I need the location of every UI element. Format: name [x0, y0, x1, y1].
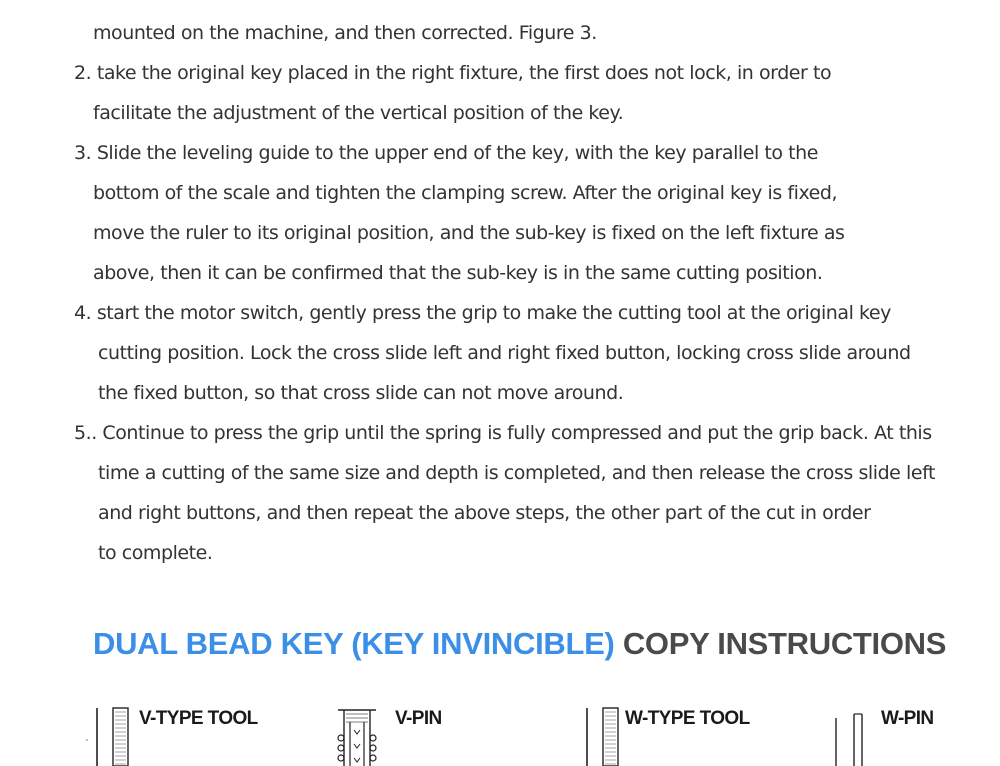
- instruction-line: bottom of the scale and tighten the clamping screw. After the original key is fixed,: [93, 182, 838, 204]
- w-pin-figure: [826, 700, 876, 766]
- instruction-line: the fixed button, so that cross slide can not move around.: [98, 382, 624, 404]
- section-title-highlight: DUAL BEAD KEY (KEY INVINCIBLE): [93, 626, 615, 661]
- v-pin-label: V-PIN: [395, 708, 442, 729]
- instruction-line: facilitate the adjustment of the vertical position of the key.: [93, 102, 624, 124]
- v-type-tool-label: V-TYPE TOOL: [139, 708, 258, 729]
- w-type-tool-drawing: [580, 700, 630, 766]
- instruction-line: and right buttons, and then repeat the above steps, the other part of the cut in order: [98, 502, 871, 524]
- w-type-tool-figure: [580, 700, 630, 766]
- instruction-line: move the ruler to its original position, and the sub-key is fixed on the left fixture as: [93, 222, 845, 244]
- v-pin-drawing: [332, 700, 382, 766]
- instruction-line: mounted on the machine, and then corrected. Figure 3.: [93, 22, 597, 44]
- section-title-rest: COPY INSTRUCTIONS: [622, 626, 947, 661]
- instruction-step-4: 4. start the motor switch, gently press the grip to make the cutting tool at the original key: [74, 302, 891, 324]
- w-type-tool-label: W-TYPE TOOL: [625, 708, 750, 729]
- section-title: [93, 624, 946, 664]
- v-type-tool-figure: [82, 700, 142, 766]
- instruction-line: cutting position. Lock the cross slide left and right fixed button, locking cross slide around: [98, 342, 911, 364]
- instruction-step-2: 2. take the original key placed in the right fixture, the first does not lock, in order to: [74, 62, 832, 84]
- instruction-line: to complete.: [98, 542, 213, 564]
- instruction-step-5: 5.. Continue to press the grip until the spring is fully compressed and put the grip back. At this: [74, 422, 932, 444]
- v-pin-figure: [332, 700, 382, 766]
- w-pin-drawing: [826, 700, 876, 766]
- cropped-top-line: [93, 0, 803, 3]
- instruction-line: above, then it can be confirmed that the sub-key is in the same cutting position.: [93, 262, 823, 284]
- v-type-tool-drawing: [82, 700, 142, 766]
- instruction-line: time a cutting of the same size and depth is completed, and then release the cross slide left: [98, 462, 935, 484]
- w-pin-label: W-PIN: [881, 708, 934, 729]
- instruction-step-3: 3. Slide the leveling guide to the upper end of the key, with the key parallel to the: [74, 142, 818, 164]
